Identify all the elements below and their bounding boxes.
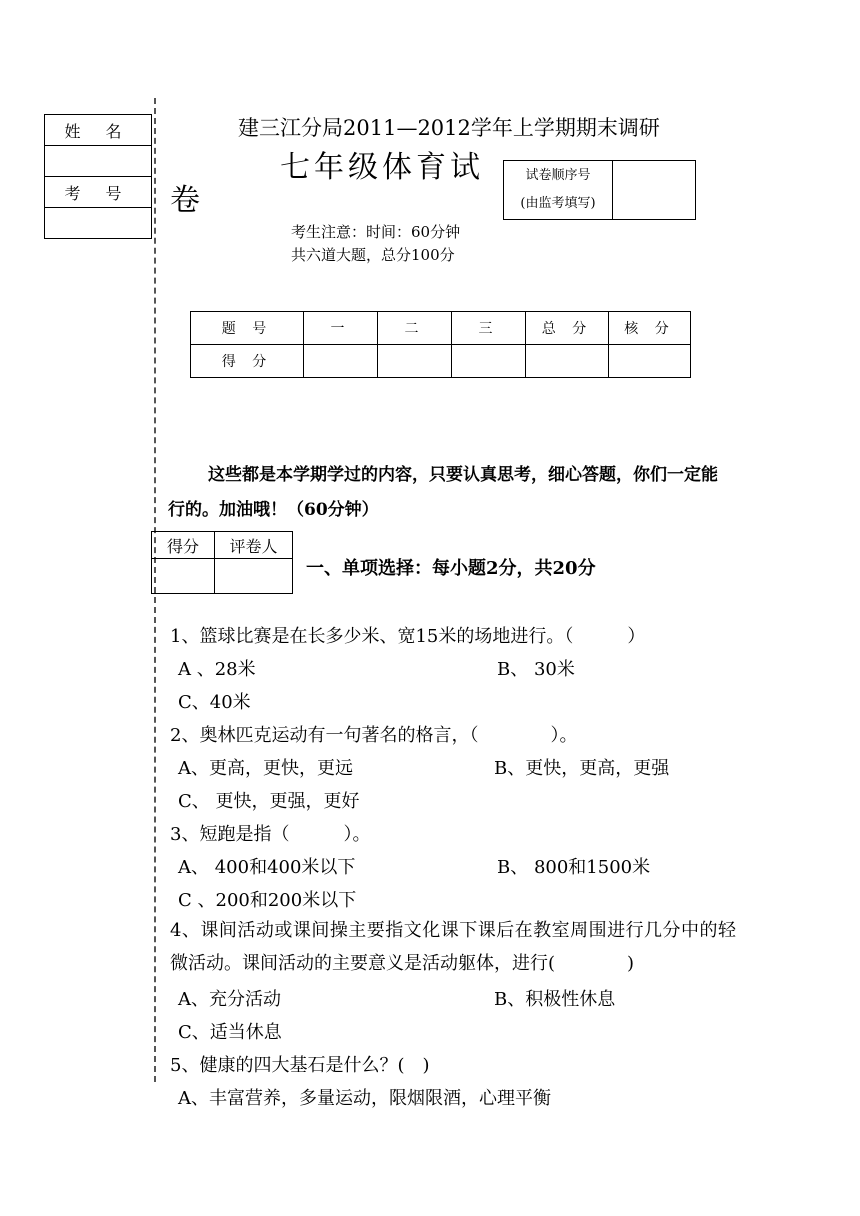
exam-id-label: 考 号 — [45, 177, 152, 208]
question-option[interactable]: A 、28米 — [178, 659, 256, 680]
paper-order-label — [504, 161, 613, 220]
score-header-cell: 一 — [304, 312, 378, 345]
score-cell[interactable] — [609, 345, 691, 378]
question-option[interactable]: C 、200和200米以下 — [178, 890, 357, 911]
score-cell[interactable] — [526, 345, 609, 378]
score-header-cell: 三 — [452, 312, 526, 345]
question-stem: 1、篮球比赛是在长多少米、宽15米的场地进行。（ ） — [170, 626, 646, 647]
question-option[interactable]: A、更高，更快，更远 — [178, 758, 353, 779]
grader-score-field[interactable] — [152, 559, 215, 594]
score-cell[interactable] — [304, 345, 378, 378]
question-option[interactable]: A、丰富营养，多量运动，限烟限酒，心理平衡 — [178, 1088, 551, 1109]
name-label: 姓 名 — [45, 115, 152, 146]
score-cell[interactable] — [452, 345, 526, 378]
exam-title: 建三江分局2011—2012学年上学期期末调研 — [238, 116, 660, 140]
score-table-header-row — [191, 312, 691, 345]
question-stem: 2、奥林匹克运动有一句著名的格言，（ ）。 — [170, 725, 578, 746]
score-header-cell: 核 分 — [609, 312, 691, 345]
score-header-cell: 题 号 — [191, 312, 304, 345]
score-table — [190, 311, 691, 378]
question-option[interactable]: A、充分活动 — [178, 989, 281, 1010]
question-stem: 5、健康的四大基石是什么？( ) — [170, 1055, 430, 1076]
paper-order-box — [503, 160, 696, 220]
question-option[interactable]: A、 400和400米以下 — [178, 857, 356, 878]
question-stem: 3、短跑是指（ ）。 — [170, 824, 371, 845]
score-row-label: 得 分 — [191, 345, 304, 378]
question-option[interactable]: C、 更快，更强，更好 — [178, 791, 360, 812]
notice-total: 共六道大题，总分100分 — [291, 246, 455, 264]
paper-order-field[interactable] — [613, 161, 696, 220]
student-info-box — [44, 114, 152, 239]
score-cell[interactable] — [378, 345, 452, 378]
name-field[interactable] — [45, 146, 152, 177]
question-option[interactable]: C、40米 — [178, 692, 251, 713]
intro-text: 这些都是本学期学过的内容，只要认真思考，细心答题，你们一定能行的。加油哦！（60分钟） — [168, 465, 718, 520]
notice-time: 考生注意：时间：60分钟 — [291, 223, 461, 241]
paper-order-label-line1: 试卷顺序号 — [525, 168, 591, 183]
question-option[interactable]: B、积极性休息 — [494, 989, 616, 1010]
grader-box — [151, 531, 293, 594]
exam-subtitle-end: 卷 — [170, 183, 200, 218]
grader-name-label: 评卷人 — [215, 532, 293, 559]
grader-name-field[interactable] — [215, 559, 293, 594]
question-option[interactable]: B、更快，更高，更强 — [494, 758, 670, 779]
score-header-cell: 二 — [378, 312, 452, 345]
question-option[interactable]: B、 800和1500米 — [497, 857, 651, 878]
question-stem: 4、课间活动或课间操主要指文化课下课后在教室周围进行几分中的轻微活动。课间活动的主要意义是活动躯体，进行( ) — [170, 920, 736, 974]
score-header-cell: 总 分 — [526, 312, 609, 345]
score-table-row — [191, 345, 691, 378]
section-title: 一、单项选择：每小题2分，共20分 — [306, 558, 596, 579]
question-option[interactable]: C、适当休息 — [178, 1022, 282, 1043]
question-option[interactable]: B、 30米 — [497, 659, 575, 680]
paper-order-label-line2: (由监考填写) — [520, 196, 596, 211]
exam-subtitle: 七年级体育试 — [280, 150, 484, 185]
grader-score-label: 得分 — [152, 532, 215, 559]
exam-id-field[interactable] — [45, 208, 152, 239]
